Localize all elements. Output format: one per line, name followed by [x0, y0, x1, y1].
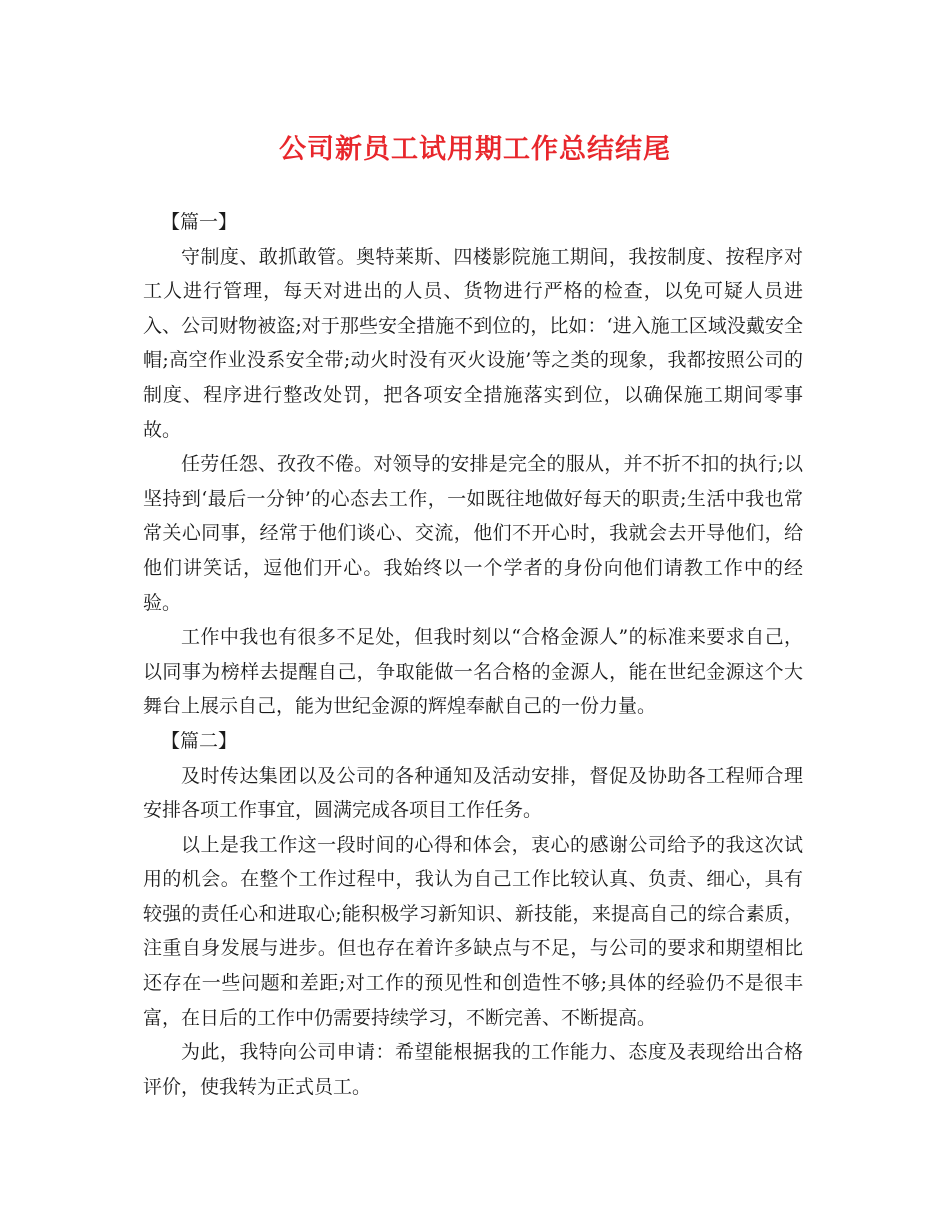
paragraph: 以上是我工作这一段时间的心得和体会，衷心的感谢公司给予的我这次试用的机会。在整个工作过程中，我认为自己工作比较认真、负责、细心，具有较强的责任心和进取心;能积极学习新知识、新技能，来提高自己的综合素质，注重自身发展与进步。但也存在着许多缺点与不足，与公司的要求和期望相比还存在一些问题和差距;对工作的预见性和创造性不够;具体的经验仍不是很丰富，在日后的工作中仍需要持续学习，不断完善、不断提高。: [143, 833, 803, 1029]
section-heading-1: 【篇一】: [161, 211, 238, 233]
paragraph: 为此，我特向公司申请：希望能根据我的工作能力、态度及表现给出合格评价，使我转为正式员工。: [143, 1041, 803, 1098]
paragraph: 工作中我也有很多不足处，但我时刻以“合格金源人”的标准来要求自己，以同事为榜样去提醒自己，争取能做一名合格的金源人，能在世纪金源这个大舞台上展示自己，能为世纪金源的辉煌奉献自己的一份力量。: [143, 626, 803, 718]
document-body: [143, 205, 803, 1104]
paragraph: 任劳任怨、孜孜不倦。对领导的安排是完全的服从，并不折不扣的执行;以坚持到‘最后一分钟’的心态去工作，一如既往地做好每天的职责;生活中我也常常关心同事，经常于他们谈心、交流，他们不开心时，我就会去开导他们，给他们讲笑话，逗他们开心。我始终以一个学者的身份向他们请教工作中的经验。: [143, 453, 803, 614]
section-heading-2: 【篇二】: [161, 729, 238, 752]
document-title: 公司新员工试用期工作总结结尾: [279, 134, 671, 165]
paragraph: 守制度、敢抓敢管。奥特莱斯、四楼影院施工期间，我按制度、按程序对工人进行管理，每天对进出的人员、货物进行严格的检查，以免可疑人员进入、公司财物被盗;对于那些安全措施不到位的，比如：‘进入施工区域没戴安全帽;高空作业没系安全带;动火时没有灭火设施’等之类的现象，我都按照公司的制度、程序进行整改处罚，把各项安全措施落实到位，以确保施工期间零事故。: [143, 245, 803, 441]
paragraph: 及时传达集团以及公司的各种通知及活动安排，督促及协助各工程师合理安排各项工作事宜，圆满完成各项目工作任务。: [143, 764, 803, 822]
